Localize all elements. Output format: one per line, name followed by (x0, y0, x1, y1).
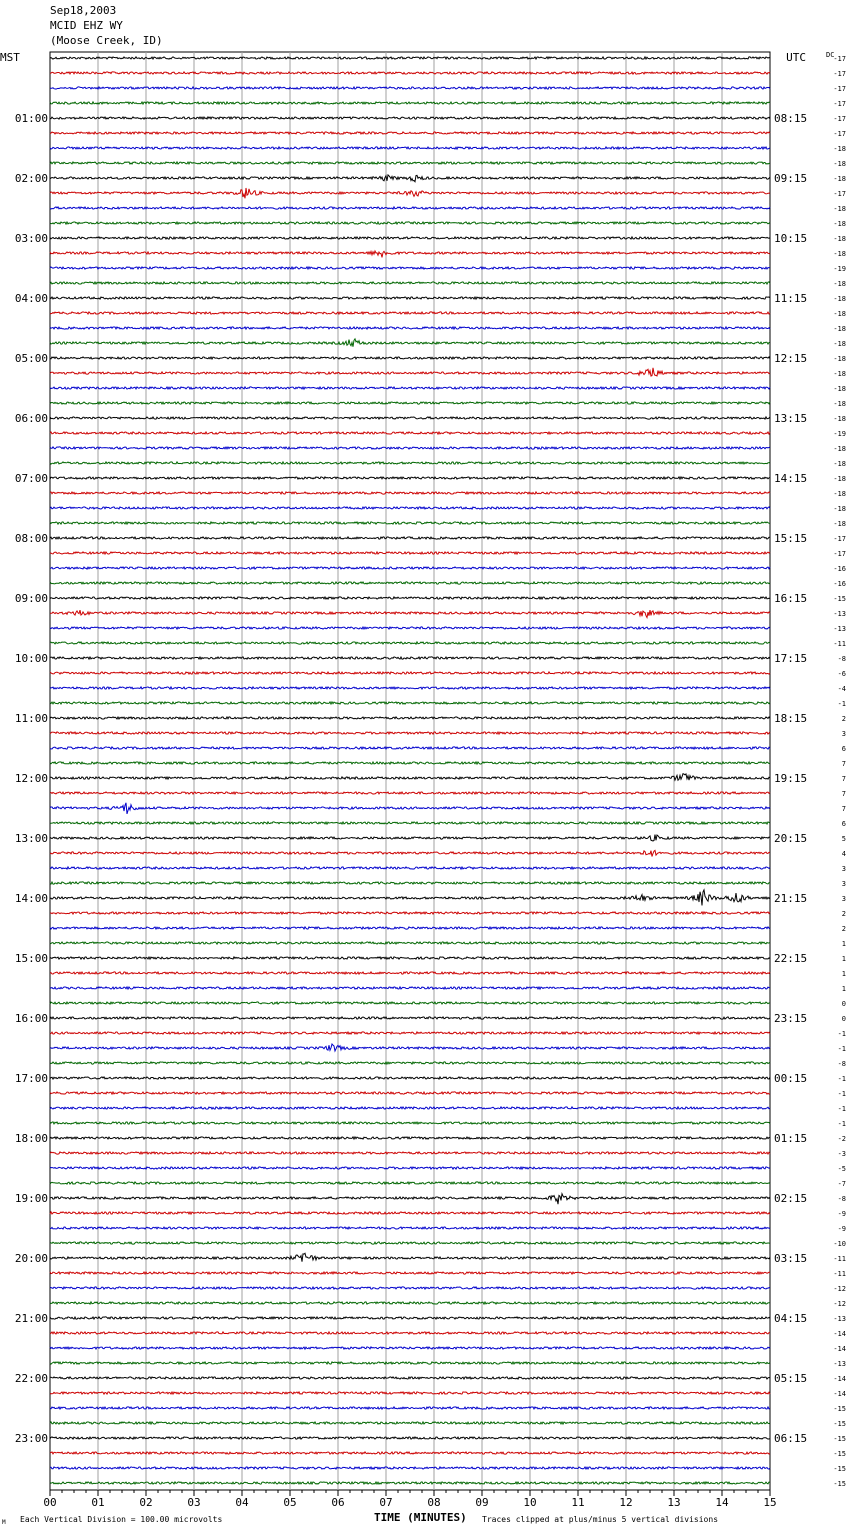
right-hour-label: 10:15 (774, 232, 808, 245)
left-hour-label: 16:00 (14, 1012, 48, 1025)
seismic-trace (50, 610, 770, 617)
dc-offset-label: -18 (833, 505, 846, 513)
seismic-trace (50, 1077, 770, 1079)
x-tick-label: 04 (235, 1496, 249, 1509)
seismic-trace (50, 882, 770, 884)
seismic-trace (50, 57, 770, 59)
seismic-trace (50, 417, 770, 419)
seismic-trace (50, 462, 770, 464)
right-hour-label: 08:15 (774, 112, 808, 125)
seismic-trace (50, 657, 770, 659)
dc-offset-label: 3 (841, 895, 846, 903)
seismic-trace (50, 1032, 770, 1034)
dc-offset-label: 7 (841, 775, 846, 783)
dc-offset-label: -15 (833, 1450, 846, 1458)
x-tick-label: 14 (715, 1496, 729, 1509)
dc-offset-label: -13 (833, 1360, 846, 1368)
dc-offset-label: -1 (837, 1030, 846, 1038)
x-tick-label: 15 (763, 1496, 777, 1509)
right-hour-label: 17:15 (774, 652, 808, 665)
dc-offset-label: -14 (833, 1330, 846, 1338)
dc-offset-label: -9 (837, 1210, 846, 1218)
seismic-trace (50, 1062, 770, 1064)
seismic-trace (50, 188, 770, 198)
seismic-trace (50, 1317, 770, 1319)
station-date: Sep18,2003 (50, 4, 117, 17)
seismic-trace (50, 747, 770, 749)
seismic-trace (50, 774, 770, 781)
seismic-trace (50, 357, 770, 359)
dc-offset-label: -10 (833, 1240, 846, 1248)
right-hour-label: 02:15 (774, 1192, 808, 1205)
x-tick-label: 05 (283, 1496, 297, 1509)
seismic-trace (50, 912, 770, 914)
dc-offset-label: -15 (833, 1405, 846, 1413)
seismic-trace (50, 957, 770, 959)
dc-offset-label: 2 (841, 910, 846, 918)
dc-offset-label: -8 (837, 1195, 846, 1203)
dc-offset-label: -18 (833, 325, 846, 333)
left-hour-label: 18:00 (14, 1132, 48, 1145)
dc-offset-label: 7 (841, 760, 846, 768)
seismic-trace (50, 1152, 770, 1154)
x-tick-label: 11 (571, 1496, 585, 1509)
x-tick-label: 07 (379, 1496, 393, 1509)
seismic-trace (50, 1452, 770, 1454)
dc-offset-label: -18 (833, 160, 846, 168)
dc-offset-label: -18 (833, 205, 846, 213)
dc-offset-label: -18 (833, 355, 846, 363)
seismic-trace (50, 72, 770, 74)
dc-offset-label: -18 (833, 145, 846, 153)
seismic-trace (50, 1137, 770, 1139)
dc-offset-label: -4 (837, 685, 846, 693)
seismic-trace (50, 972, 770, 974)
left-hour-label: 09:00 (14, 592, 48, 605)
dc-offset-label: 4 (841, 850, 846, 858)
dc-offset-label: -8 (837, 1060, 846, 1068)
right-hour-label: 01:15 (774, 1132, 808, 1145)
dc-offset-label: -19 (833, 430, 846, 438)
dc-offset-label: 1 (841, 970, 846, 978)
seismic-trace (50, 1002, 770, 1004)
seismic-trace (50, 267, 770, 269)
seismic-trace (50, 822, 770, 824)
dc-offset-label: 0 (841, 1000, 846, 1008)
dc-offset-label: -18 (833, 520, 846, 528)
seismic-trace (50, 432, 770, 434)
dc-offset-label: -13 (833, 625, 846, 633)
x-tick-label: 12 (619, 1496, 633, 1509)
dc-offset-label: -14 (833, 1390, 846, 1398)
seismic-trace (50, 477, 770, 479)
dc-offset-label: -13 (833, 1315, 846, 1323)
right-timezone-label: UTC (786, 51, 806, 64)
seismic-trace (50, 717, 770, 719)
left-timezone-label: MST (0, 51, 20, 64)
seismic-trace (50, 492, 770, 494)
dc-offset-label: 1 (841, 955, 846, 963)
left-hour-label: 07:00 (14, 472, 48, 485)
dc-offset-label: -18 (833, 340, 846, 348)
left-hour-label: 15:00 (14, 952, 48, 965)
dc-offset-label: -14 (833, 1375, 846, 1383)
seismic-trace (50, 1017, 770, 1019)
seismic-trace (50, 537, 770, 539)
seismic-trace (50, 1167, 770, 1169)
dc-offset-label: -18 (833, 445, 846, 453)
dc-offset-label: -18 (833, 220, 846, 228)
seismic-trace (50, 1467, 770, 1469)
x-tick-label: 03 (187, 1496, 201, 1509)
seismic-trace (50, 1212, 770, 1214)
dc-offset-label: 6 (841, 820, 846, 828)
seismic-trace (50, 1122, 770, 1124)
right-hour-label: 06:15 (774, 1432, 808, 1445)
dc-offset-label: -18 (833, 280, 846, 288)
dc-offset-label: 1 (841, 985, 846, 993)
dc-offset-label: -18 (833, 475, 846, 483)
dc-offset-label: -18 (833, 490, 846, 498)
seismic-trace (50, 642, 770, 644)
left-hour-label: 21:00 (14, 1312, 48, 1325)
dc-offset-label: -18 (833, 400, 846, 408)
x-tick-label: 08 (427, 1496, 441, 1509)
dc-offset-label: -15 (833, 1465, 846, 1473)
right-hour-label: 21:15 (774, 892, 808, 905)
dc-offset-label: -11 (833, 1270, 846, 1278)
dc-offset-label: 2 (841, 715, 846, 723)
right-hour-label: 16:15 (774, 592, 808, 605)
seismic-trace (50, 402, 770, 404)
dc-offset-label: -17 (833, 85, 846, 93)
seismic-trace (50, 1482, 770, 1484)
seismic-trace (50, 850, 770, 856)
left-hour-label: 02:00 (14, 172, 48, 185)
right-hour-label: 20:15 (774, 832, 808, 845)
seismic-trace (50, 327, 770, 329)
dc-offset-label: -5 (837, 1165, 846, 1173)
dc-offset-label: -18 (833, 310, 846, 318)
dc-offset-label: 2 (841, 925, 846, 933)
x-tick-label: 10 (523, 1496, 537, 1509)
seismic-trace (50, 147, 770, 149)
dc-offset-label: -7 (837, 1180, 846, 1188)
dc-offset-label: -17 (833, 100, 846, 108)
dc-offset-label: -17 (833, 190, 846, 198)
seismic-trace (50, 927, 770, 929)
seismic-trace (50, 702, 770, 704)
dc-offset-label: -11 (833, 640, 846, 648)
seismic-trace (50, 567, 770, 569)
dc-offset-label: -14 (833, 1345, 846, 1353)
dc-offset-label: -15 (833, 1420, 846, 1428)
dc-offset-label: -18 (833, 235, 846, 243)
dc-offset-label: -1 (837, 1105, 846, 1113)
clipping-note: Traces clipped at plus/minus 5 vertical divisions (482, 1515, 719, 1524)
dc-offset-label: -1 (837, 1075, 846, 1083)
right-hour-label: 09:15 (774, 172, 808, 185)
dc-offset-label: -1 (837, 1120, 846, 1128)
seismic-trace (50, 1227, 770, 1229)
left-hour-label: 12:00 (14, 772, 48, 785)
seismic-trace (50, 1302, 770, 1304)
right-hour-label: 15:15 (774, 532, 808, 545)
dc-offset-label: 3 (841, 880, 846, 888)
seismic-trace (50, 339, 770, 347)
seismic-trace (50, 552, 770, 554)
left-hour-label: 23:00 (14, 1432, 48, 1445)
left-hour-label: 01:00 (14, 112, 48, 125)
dc-offset-label: -18 (833, 415, 846, 423)
dc-offset-label: -18 (833, 370, 846, 378)
x-tick-label: 02 (139, 1496, 153, 1509)
seismic-trace (50, 1377, 770, 1379)
dc-offset-label: -8 (837, 655, 846, 663)
seismic-trace (50, 792, 770, 794)
dc-offset-label: -15 (833, 1480, 846, 1488)
x-tick-label: 06 (331, 1496, 345, 1509)
right-hour-label: 19:15 (774, 772, 808, 785)
seismic-trace (50, 732, 770, 734)
dc-offset-label: 1 (841, 940, 846, 948)
dc-offset-label: -1 (837, 1090, 846, 1098)
dc-offset-label: -12 (833, 1285, 846, 1293)
dc-offset-label: -17 (833, 535, 846, 543)
seismic-trace (50, 175, 770, 182)
dc-offset-label: 3 (841, 730, 846, 738)
right-hour-label: 05:15 (774, 1372, 808, 1385)
dc-offset-label: 7 (841, 790, 846, 798)
seismic-trace (50, 207, 770, 209)
seismic-trace (50, 1182, 770, 1184)
dc-offset-label: -17 (833, 550, 846, 558)
right-hour-label: 18:15 (774, 712, 808, 725)
seismic-trace (50, 1347, 770, 1349)
seismic-trace (50, 312, 770, 314)
right-hour-label: 03:15 (774, 1252, 808, 1265)
right-hour-label: 12:15 (774, 352, 808, 365)
seismic-trace (50, 222, 770, 224)
dc-offset-label: 0 (841, 1015, 846, 1023)
dc-offset-label: -18 (833, 250, 846, 258)
seismic-trace (50, 297, 770, 299)
corner-mark: M (2, 1519, 6, 1526)
seismic-trace (50, 387, 770, 389)
right-hour-label: 11:15 (774, 292, 808, 305)
seismic-trace (50, 507, 770, 509)
dc-offset-label: -17 (833, 115, 846, 123)
seismic-trace (50, 672, 770, 674)
dc-offset-label: 7 (841, 805, 846, 813)
left-hour-label: 05:00 (14, 352, 48, 365)
left-hour-label: 19:00 (14, 1192, 48, 1205)
left-hour-label: 04:00 (14, 292, 48, 305)
seismic-trace (50, 1362, 770, 1364)
dc-offset-label: 3 (841, 865, 846, 873)
dc-offset-label: -1 (837, 700, 846, 708)
dc-offset-label: 5 (841, 835, 846, 843)
x-tick-label: 00 (43, 1496, 57, 1509)
seismic-trace (50, 1242, 770, 1244)
dc-offset-label: -18 (833, 295, 846, 303)
vertical-division-note: Each Vertical Division = 100.00 microvolts (20, 1515, 223, 1524)
right-hour-label: 13:15 (774, 412, 808, 425)
left-hour-label: 22:00 (14, 1372, 48, 1385)
right-hour-label: 14:15 (774, 472, 808, 485)
seismic-trace (50, 1287, 770, 1289)
left-hour-label: 11:00 (14, 712, 48, 725)
seismic-trace (50, 117, 770, 119)
seismic-trace (50, 447, 770, 449)
left-hour-label: 08:00 (14, 532, 48, 545)
dc-offset-label: -1 (837, 1045, 846, 1053)
dc-offset-label: -17 (833, 70, 846, 78)
dc-offset-label: -15 (833, 595, 846, 603)
seismic-trace (50, 237, 770, 239)
seismic-trace (50, 132, 770, 134)
seismic-trace (50, 1332, 770, 1334)
seismic-trace (50, 987, 770, 989)
right-hour-label: 04:15 (774, 1312, 808, 1325)
left-hour-label: 20:00 (14, 1252, 48, 1265)
seismic-trace (50, 835, 770, 841)
seismic-trace (50, 162, 770, 164)
dc-offset-label: -12 (833, 1300, 846, 1308)
seismic-trace (50, 251, 770, 257)
seismic-trace (50, 1044, 770, 1051)
seismic-trace (50, 627, 770, 629)
station-channel: MCID EHZ WY (50, 19, 123, 32)
left-hour-label: 13:00 (14, 832, 48, 845)
seismic-trace (50, 867, 770, 869)
dc-label: DC (826, 51, 835, 59)
station-location: (Moose Creek, ID) (50, 34, 163, 47)
seismic-trace (50, 87, 770, 89)
seismic-trace (50, 1107, 770, 1109)
left-hour-label: 17:00 (14, 1072, 48, 1085)
seismic-trace (50, 687, 770, 689)
dc-offset-label: -13 (833, 610, 846, 618)
left-hour-label: 06:00 (14, 412, 48, 425)
left-hour-label: 10:00 (14, 652, 48, 665)
x-tick-label: 09 (475, 1496, 489, 1509)
seismic-trace (50, 368, 770, 376)
dc-offset-label: -18 (833, 175, 846, 183)
x-tick-label: 01 (91, 1496, 105, 1509)
dc-offset-label: -19 (833, 265, 846, 273)
seismic-trace (50, 942, 770, 944)
seismic-trace (50, 1422, 770, 1424)
dc-offset-label: -16 (833, 580, 846, 588)
dc-offset-label: -18 (833, 460, 846, 468)
seismic-trace (50, 1194, 770, 1204)
seismic-trace (50, 1392, 770, 1394)
left-hour-label: 03:00 (14, 232, 48, 245)
seismic-trace (50, 582, 770, 584)
right-hour-label: 00:15 (774, 1072, 808, 1085)
dc-offset-label: -2 (837, 1135, 846, 1143)
dc-offset-label: -11 (833, 1255, 846, 1263)
dc-offset-label: 6 (841, 745, 846, 753)
x-axis-title: TIME (MINUTES) (374, 1511, 467, 1524)
dc-offset-label: -16 (833, 565, 846, 573)
x-tick-label: 13 (667, 1496, 681, 1509)
dc-offset-label: -3 (837, 1150, 846, 1158)
seismic-trace (50, 1407, 770, 1409)
seismic-trace (50, 1272, 770, 1274)
seismic-trace (50, 1253, 770, 1261)
dc-offset-label: -17 (833, 130, 846, 138)
seismic-trace (50, 102, 770, 104)
right-hour-label: 23:15 (774, 1012, 808, 1025)
seismic-trace (50, 890, 770, 906)
dc-offset-label: -18 (833, 385, 846, 393)
seismic-trace (50, 803, 770, 814)
left-hour-label: 14:00 (14, 892, 48, 905)
seismic-trace (50, 597, 770, 599)
seismic-trace (50, 282, 770, 284)
seismic-trace (50, 1437, 770, 1439)
dc-offset-label: -9 (837, 1225, 846, 1233)
seismic-trace (50, 1092, 770, 1094)
seismic-trace (50, 762, 770, 764)
seismic-trace (50, 522, 770, 524)
dc-offset-label: -15 (833, 1435, 846, 1443)
dc-offset-label: -6 (837, 670, 846, 678)
dc-offset-label: -17 (833, 55, 846, 63)
right-hour-label: 22:15 (774, 952, 808, 965)
